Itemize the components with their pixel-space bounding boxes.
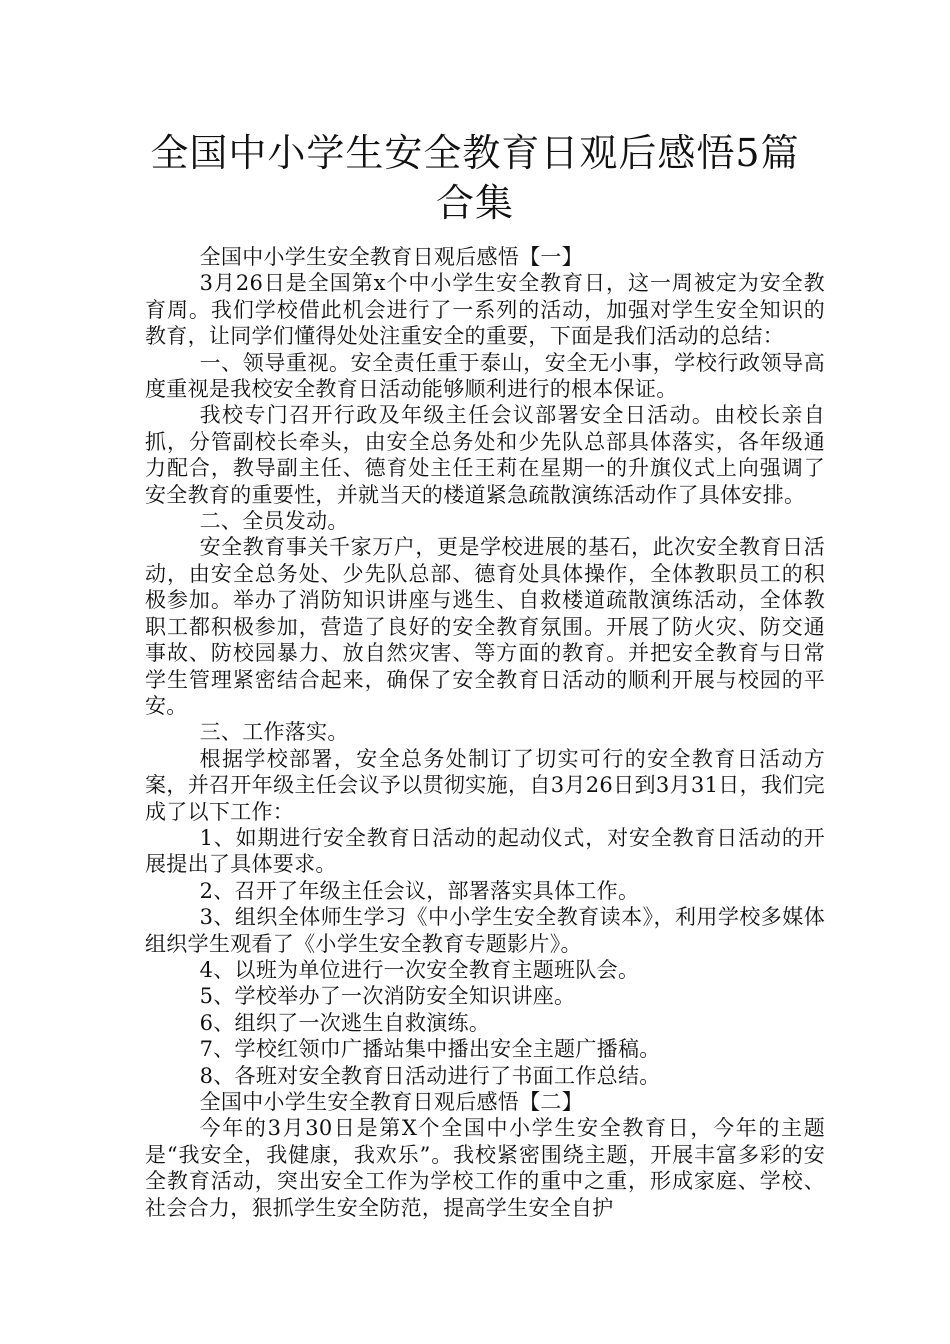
list-item: 1、如期进行安全教育日活动的起动仪式，对安全教育日活动的开展提出了具体要求。: [145, 825, 825, 877]
document-body: [145, 244, 825, 1221]
paragraph: 今年的3月30日是第X个全国中小学生安全教育日，今年的主题是“我安全，我健康，我欢乐”。我校紧密围绕主题，开展丰富多彩的安全教育活动，突出安全工作为学校工作的重中之重，形成家庭、学校、社会合力，狠抓学生安全防范，提高学生安全自护: [145, 1116, 825, 1220]
list-item: 2、召开了年级主任会议，部署落实具体工作。: [199, 878, 640, 903]
section-heading-1: 全国中小学生安全教育日观后感悟【一】: [199, 245, 583, 269]
paragraph: 安全教育事关千家万户，更是学校进展的基石，此次安全教育日活动，由安全总务处、少先队总部、德育处具体操作，全体教职员工的积极参加。举办了消防知识讲座与逃生、自救楼道疏散演练活动，全体教职工都积极参加，营造了良好的安全教育氛围。开展了防火灾、防交通事故、防校园暴力、放自然灾害、等方面的教育。并把安全教育与日常学生管理紧密结合起来，确保了安全教育日活动的顺利开展与校园的平安。: [145, 535, 825, 718]
paragraph: 3月26日是全国第x个中小学生安全教育日，这一周被定为安全教育周。我们学校借此机会进行了一系列的活动，加强对学生安全知识的教育，让同学们懂得处处注重安全的重要，下面是我们活动的总结：: [145, 271, 825, 349]
document-title: 全国中小学生安全教育日观后感悟5篇合集: [150, 131, 800, 225]
list-item: 5、学校举办了一次消防安全知识讲座。: [199, 984, 576, 1009]
list-item: 3、组织全体师生学习《中小学生安全教育读本》，利用学校多媒体组织学生观看了《小学生安全教育专题影片》。: [145, 905, 825, 956]
paragraph: 三、工作落实。: [199, 720, 349, 745]
list-item: 4、以班为单位进行一次安全教育主题班队会。: [199, 957, 640, 982]
paragraph: 一、领导重视。安全责任重于泰山，安全无小事，学校行政领导高度重视是我校安全教育日活动能够顺利进行的根本保证。: [145, 350, 825, 402]
list-item: 6、组织了一次逃生自救演练。: [199, 1010, 491, 1035]
paragraph: 二、全员发动。: [199, 509, 349, 534]
list-item: 7、学校红领巾广播站集中播出安全主题广播稿。: [199, 1037, 661, 1062]
section-heading-2: 全国中小学生安全教育日观后感悟【二】: [199, 1090, 583, 1114]
list-item: 8、各班对安全教育日活动进行了书面工作总结。: [199, 1063, 661, 1088]
paragraph: 根据学校部署，安全总务处制订了切实可行的安全教育日活动方案，并召开年级主任会议予以贯彻实施，自3月26日到3月31日，我们完成了以下工作：: [145, 746, 825, 824]
paragraph: 我校专门召开行政及年级主任会议部署安全日活动。由校长亲自抓，分管副校长牵头，由安全总务处和少先队总部具体落实，各年级通力配合，教导副主任、德育处主任王莉在星期一的升旗仪式上向强调了安全教育的重要性，并就当天的楼道紧急疏散演练活动作了具体安排。: [145, 403, 825, 507]
